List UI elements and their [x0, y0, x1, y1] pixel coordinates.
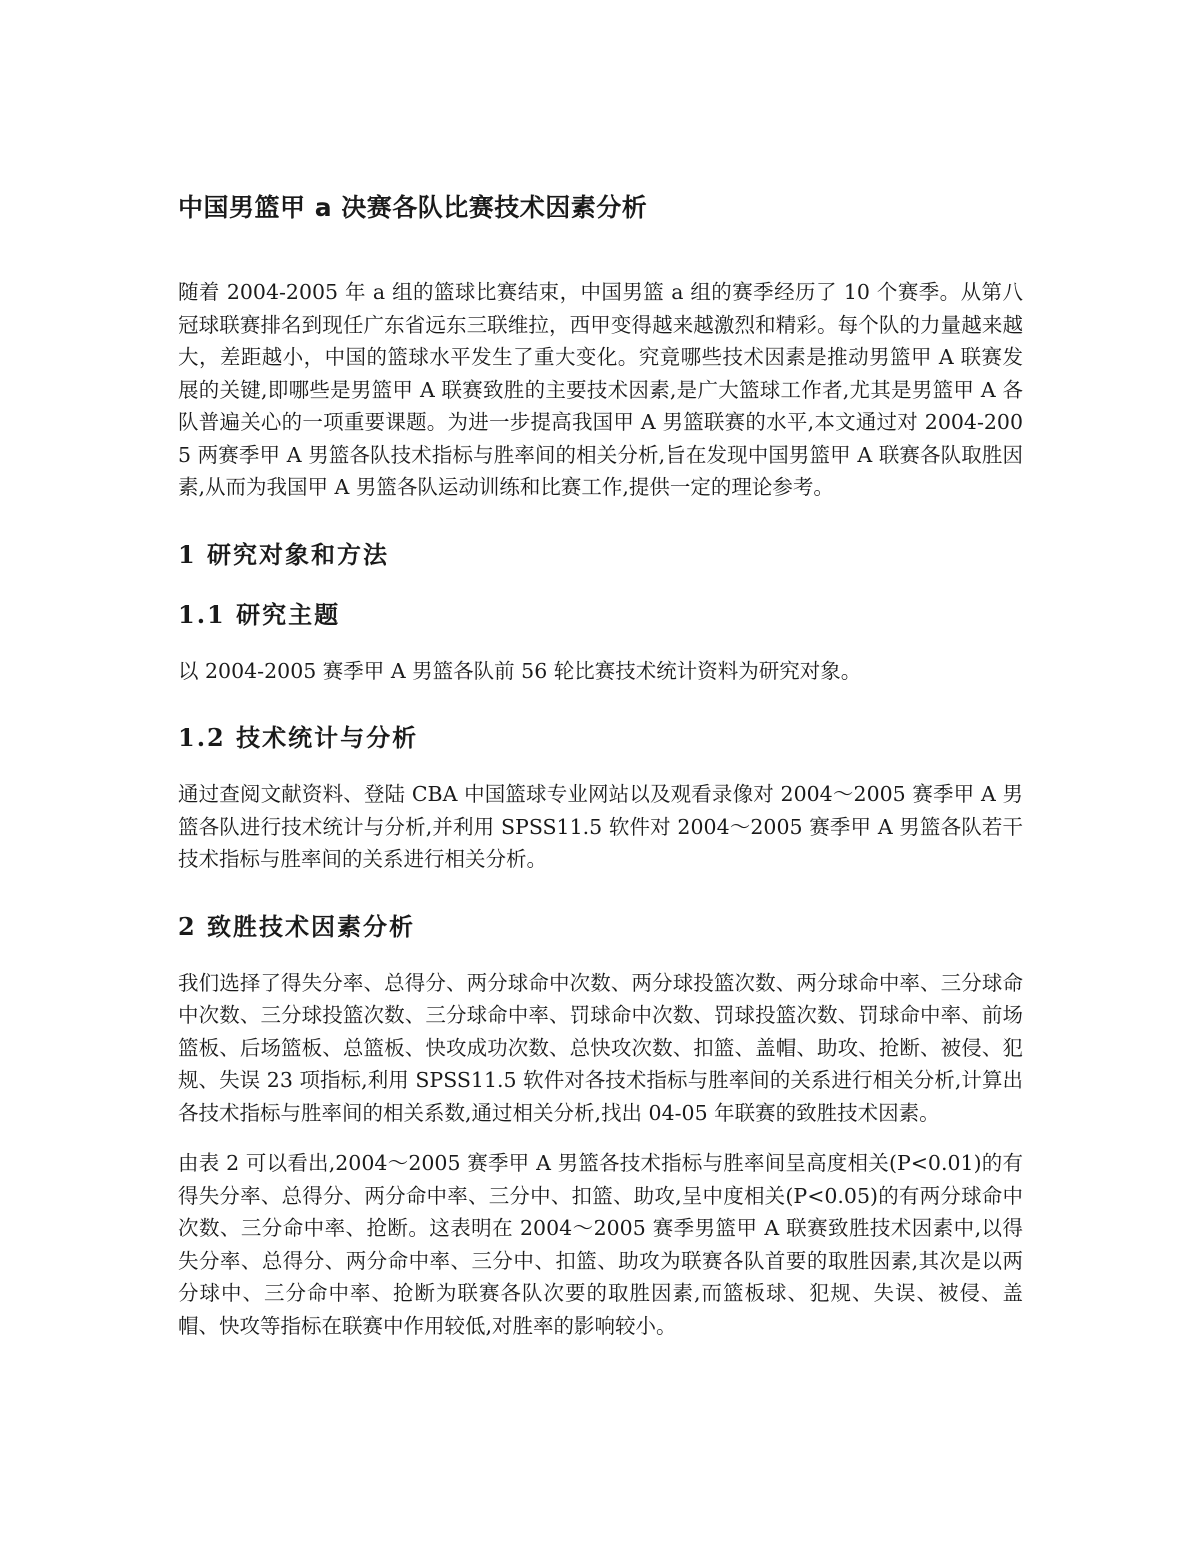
spacer	[178, 1129, 1023, 1147]
spacer	[178, 758, 1023, 778]
intro-paragraph: 随着 2004-2005 年 a 组的篮球比赛结束，中国男篮 a 组的赛季经历了 10 个赛季。从第八冠球联赛排名到现任广东省远东三联维拉，西甲变得越来越激烈和精彩。每个队的力量越来越大，差距越小，中国的篮球水平发生了重大变化。究竟哪些技术因素是推动男篮甲 A 联赛发展的关键,即哪些是男篮甲 A 联赛致胜的主要技术因素,是广大篮球工作者,尤其是男篮甲 A 各队普遍关心的一项重要课题。为进一步提高我国甲 A 男篮联赛的水平,本文通过对 2004-2005 两赛季甲 A 男篮各队技术指标与胜率间的相关分析,旨在发现中国男篮甲 A 联赛各队取胜因素,从而为我国甲 A 男篮各队运动训练和比赛工作,提供一定的理论参考。	[178, 280, 1023, 499]
section-1-1-paragraph: 以 2004-2005 赛季甲 A 男篮各队前 56 轮比赛技术统计资料为研究对象。	[178, 658, 862, 683]
section-1-1-heading: 1.1 研究主题	[178, 599, 341, 629]
section-1-2-heading: 1.2 技术统计与分析	[178, 723, 419, 752]
spacer	[178, 635, 1023, 655]
document-page	[178, 188, 1023, 1342]
section-2-paragraph-1: 我们选择了得失分率、总得分、两分球命中次数、两分球投篮次数、两分球命中率、三分球命中次数、三分球投篮次数、三分球命中率、罚球命中次数、罚球投篮次数、罚球命中率、前场篮板、后场篮板、总篮板、快攻成功次数、总快攻次数、扣篮、盖帽、助攻、抢断、被侵、犯规、失误 23 项指标,利用 SPSS11.5 软件对各技术指标与胜率间的关系进行相关分析,计算出各技术指标与胜率间的相关系数,通过相关分析,找出 04-05 年联赛的致胜技术因素。	[178, 970, 1023, 1125]
section-1-heading: 1 研究对象和方法	[178, 539, 390, 569]
section-2-paragraph-2: 由表 2 可以看出,2004～2005 赛季甲 A 男篮各技术指标与胜率间呈高度相关(P<0.01)的有得失分率、总得分、两分命中率、三分中、扣篮、助攻,呈中度相关(P<0.05)的有两分球命中次数、三分命中率、抢断。这表明在 2004～2005 赛季男篮甲 A 联赛致胜技术因素中,以得失分率、总得分、两分命中率、三分中、扣篮、助攻为联赛各队首要的取胜因素,其次是以两分球中、三分命中率、抢断为联赛各队次要的取胜因素,而篮板球、犯规、失误、被侵、盖帽、快攻等指标在联赛中作用较低,对胜率的影响较小。	[178, 1151, 1023, 1338]
spacer	[178, 687, 1023, 718]
section-2-heading: 2 致胜技术因素分析	[178, 911, 416, 941]
spacer	[178, 876, 1023, 907]
document-title: 中国男篮甲 a 决赛各队比赛技术因素分析	[178, 193, 648, 222]
section-1-2-paragraph: 通过查阅文献资料、登陆 CBA 中国篮球专业网站以及观看录像对 2004～2005 赛季甲 A 男篮各队进行技术统计与分析,并利用 SPSS11.5 软件对 2004～2005 赛季甲 A 男篮各队若干技术指标与胜率间的关系进行相关分析。	[178, 782, 1023, 871]
spacer	[178, 947, 1023, 967]
spacer	[178, 575, 1023, 595]
spacer	[178, 504, 1023, 535]
